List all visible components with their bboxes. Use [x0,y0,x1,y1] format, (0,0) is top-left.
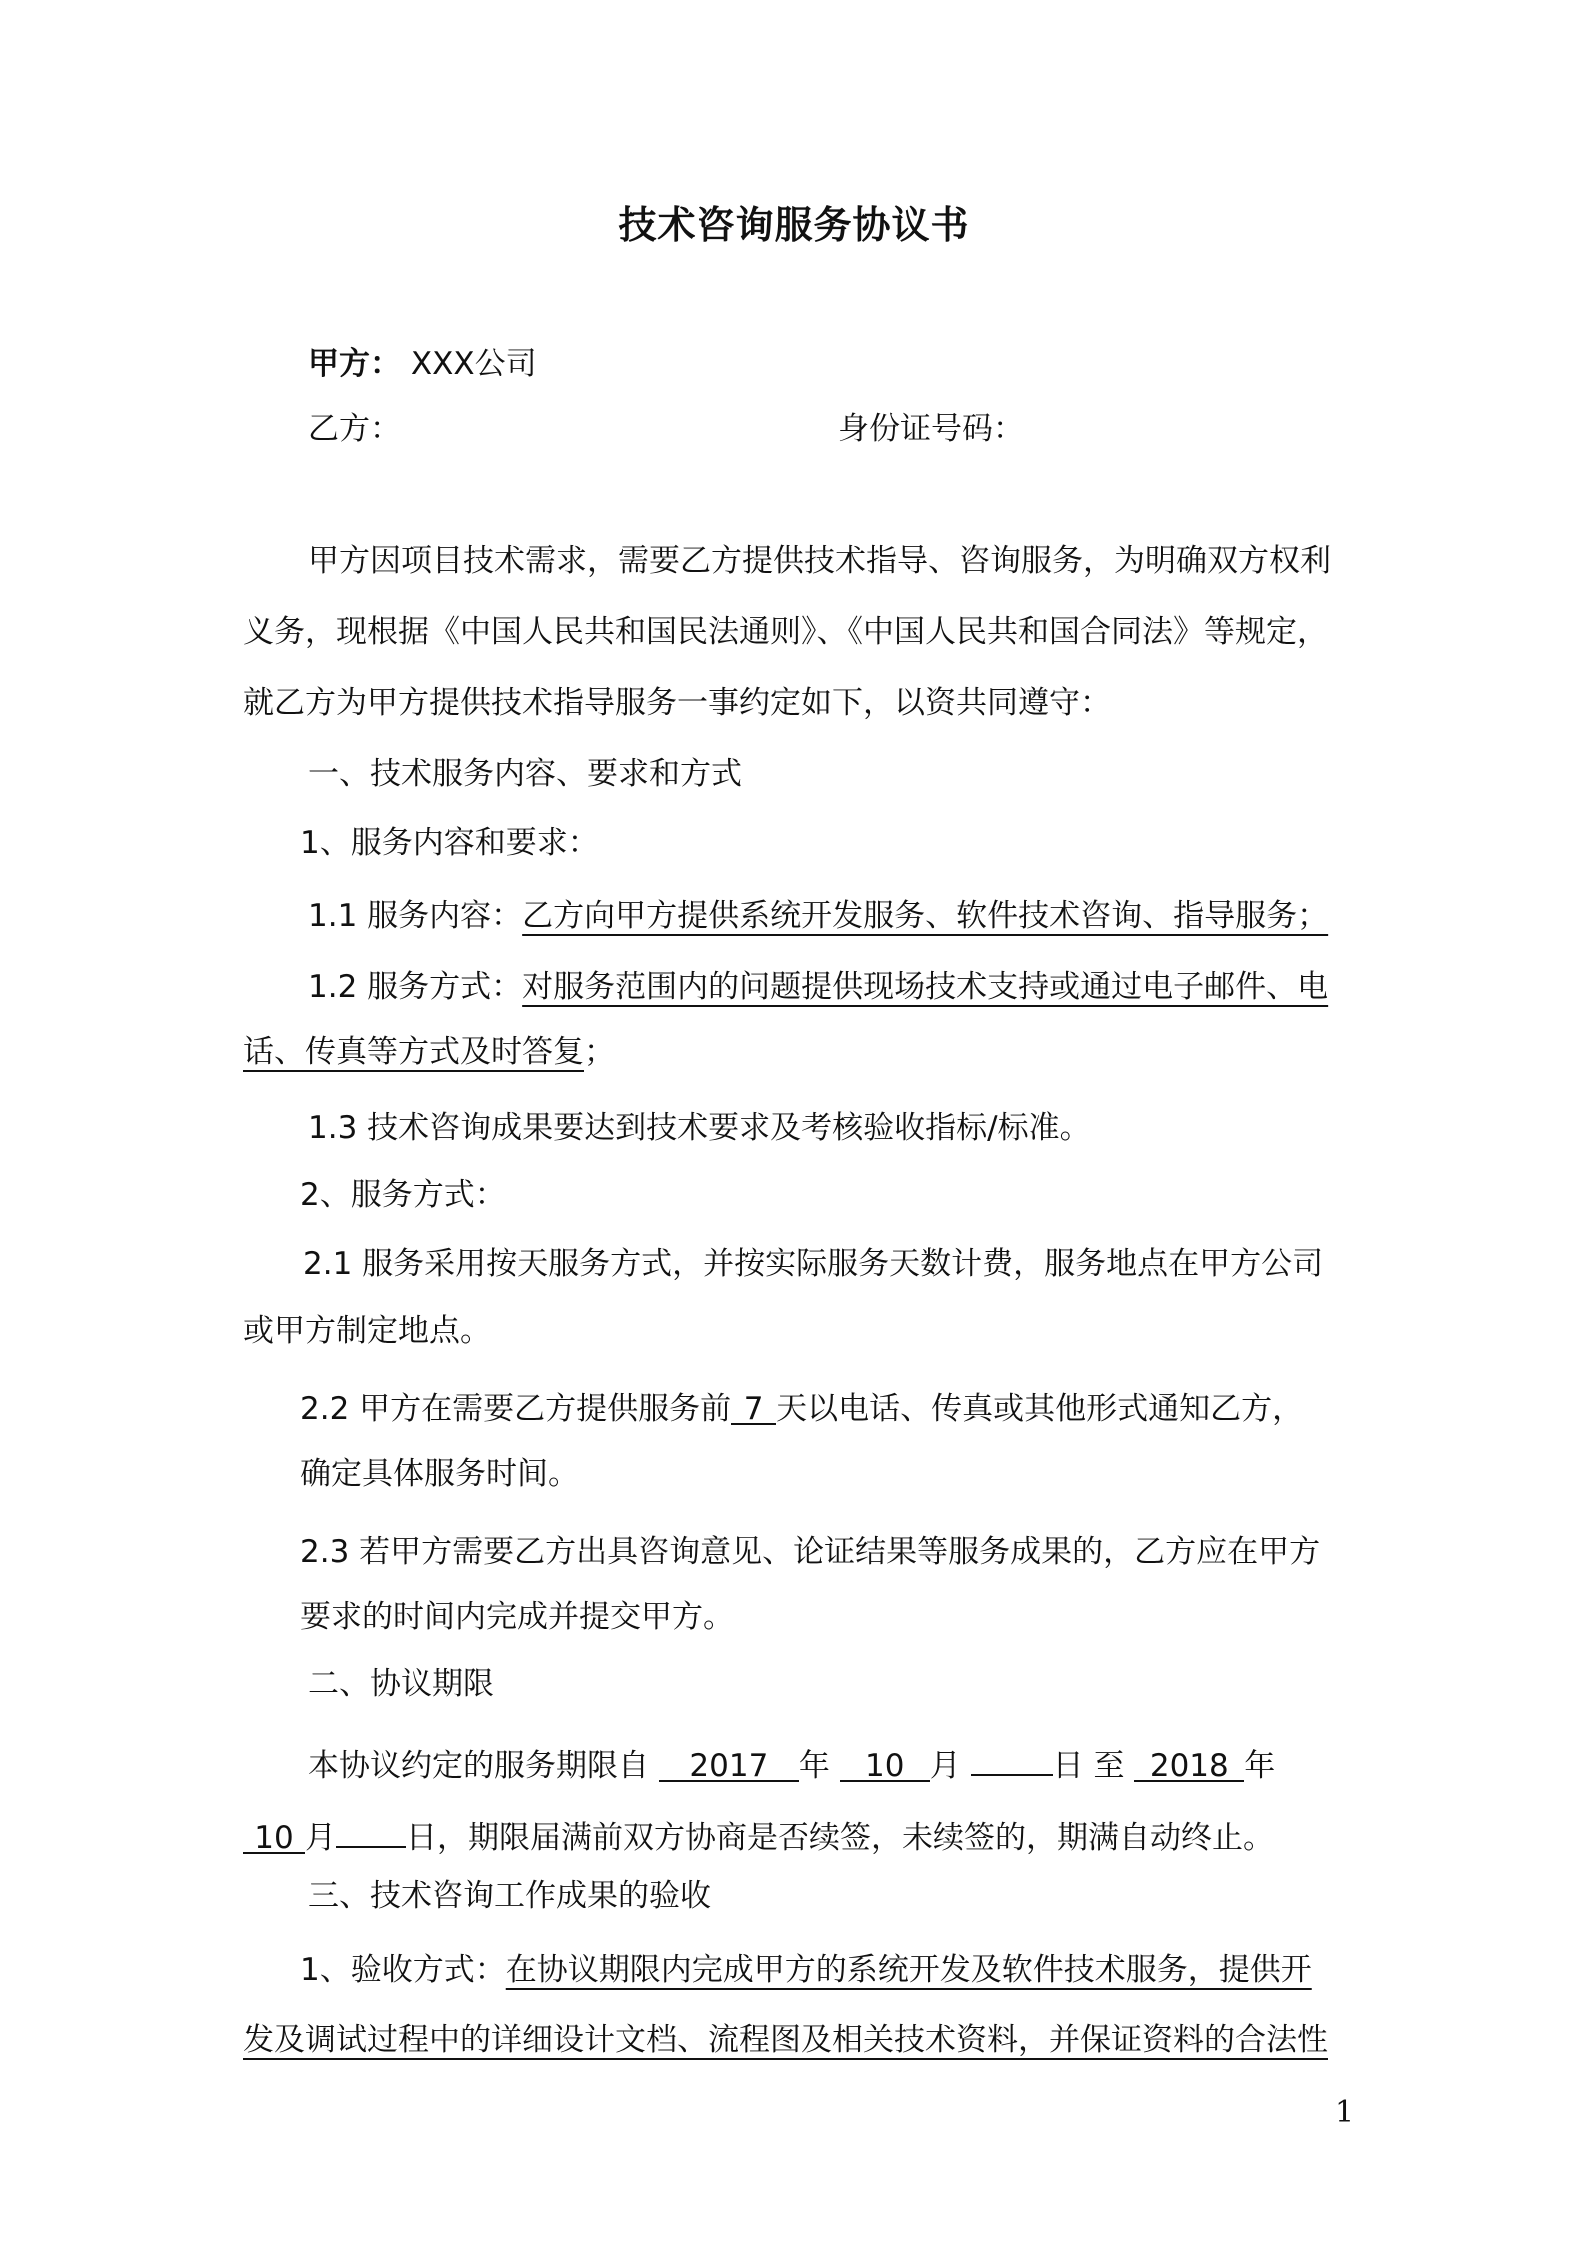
item-2-3-a: 2.3 若甲方需要乙方出具咨询意见、论证结果等服务成果的，乙方应在甲方 [300,1534,1321,1570]
item-1-2-text-b: 话、传真等方式及时答复 [243,1034,584,1070]
start-year-unit: 年 [798,1748,830,1784]
preamble-line-1: 甲方因项目技术需求，需要乙方提供技术指导、咨询服务，为明确双方权利 [308,543,1331,579]
start-month: 10 [840,1746,930,1782]
preamble-line-3: 就乙方为甲方提供技术指导服务一事约定如下，以资共同遵守： [243,685,1111,721]
notice-days: 7 [731,1389,776,1425]
end-year-unit: 年 [1244,1748,1276,1784]
term-line-1 [308,1740,1275,1786]
item-2-2 [300,1389,1303,1429]
section-1-sub-2: 2、服务方式： [300,1177,506,1213]
start-year: 2017 [659,1746,799,1782]
start-day-unit: 日 [1052,1748,1084,1784]
start-day-blank [971,1740,1053,1776]
party-a-label: 甲方： [308,346,401,382]
acceptance-line-2 [243,2020,1328,2060]
term-pre: 本协议约定的服务期限自 [308,1748,649,1784]
start-month-unit: 月 [929,1748,961,1784]
item-1-2 [308,967,1328,1007]
section-3-heading: 三、技术咨询工作成果的验收 [308,1878,711,1914]
item-2-2-post: 天以电话、传真或其他形式通知乙方， [776,1391,1304,1427]
party-a-line [308,344,537,384]
acceptance-label: 1、验收方式： [300,1952,506,1988]
section-1-heading: 一、技术服务内容、要求和方式 [308,756,742,792]
acceptance-text-a: 在协议期限内完成甲方的系统开发及软件技术服务，提供开 [505,1952,1312,1988]
item-1-1-label: 1.1 服务内容： [308,898,523,934]
acceptance-line-1 [300,1950,1312,1990]
item-1-2-text-a: 对服务范围内的问题提供现场技术支持或通过电子邮件、电 [522,969,1329,1005]
term-to: 至 [1093,1748,1125,1784]
item-2-2-b: 确定具体服务时间。 [300,1456,579,1492]
end-month: 10 [243,1818,305,1854]
term-line-2 [243,1812,1274,1858]
item-2-1-a: 2.1 服务采用按天服务方式，并按实际服务天数计费，服务地点在甲方公司 [303,1246,1324,1282]
item-2-1-b: 或甲方制定地点。 [243,1313,491,1349]
section-1-sub-1: 1、服务内容和要求： [300,825,599,861]
item-1-2-cont [243,1032,615,1072]
term-tail: 日，期限届满前双方协商是否续签，未续签的，期满自动终止。 [406,1820,1274,1856]
item-1-3: 1.3 技术咨询成果要达到技术要求及考核验收指标/标准。 [308,1110,1091,1146]
end-month-unit: 月 [305,1820,336,1856]
item-1-2-tail: ； [584,1034,615,1070]
item-2-3-b: 要求的时间内完成并提交甲方。 [300,1599,734,1635]
end-day-blank [336,1812,406,1848]
acceptance-text-b: 发及调试过程中的详细设计文档、流程图及相关技术资料，并保证资料的合法性 [243,2022,1328,2058]
section-2-heading: 二、协议期限 [308,1666,494,1702]
item-1-1-text: 乙方向甲方提供系统开发服务、软件技术咨询、指导服务； [522,898,1329,934]
page-number: 1 [1335,2095,1355,2130]
party-b-label: 乙方： [308,411,401,447]
item-1-1 [308,896,1328,936]
item-1-2-label: 1.2 服务方式： [308,969,523,1005]
id-number-label: 身份证号码： [838,411,1024,447]
item-2-2-pre: 2.2 甲方在需要乙方提供服务前 [300,1391,732,1427]
preamble-line-2: 义务，现根据《中国人民共和国民法通则》、《中国人民共和国合同法》等规定， [243,614,1328,650]
document-title: 技术咨询服务协议书 [618,203,970,247]
end-year: 2018 [1134,1746,1244,1782]
party-a-value: XXX公司 [410,346,537,382]
